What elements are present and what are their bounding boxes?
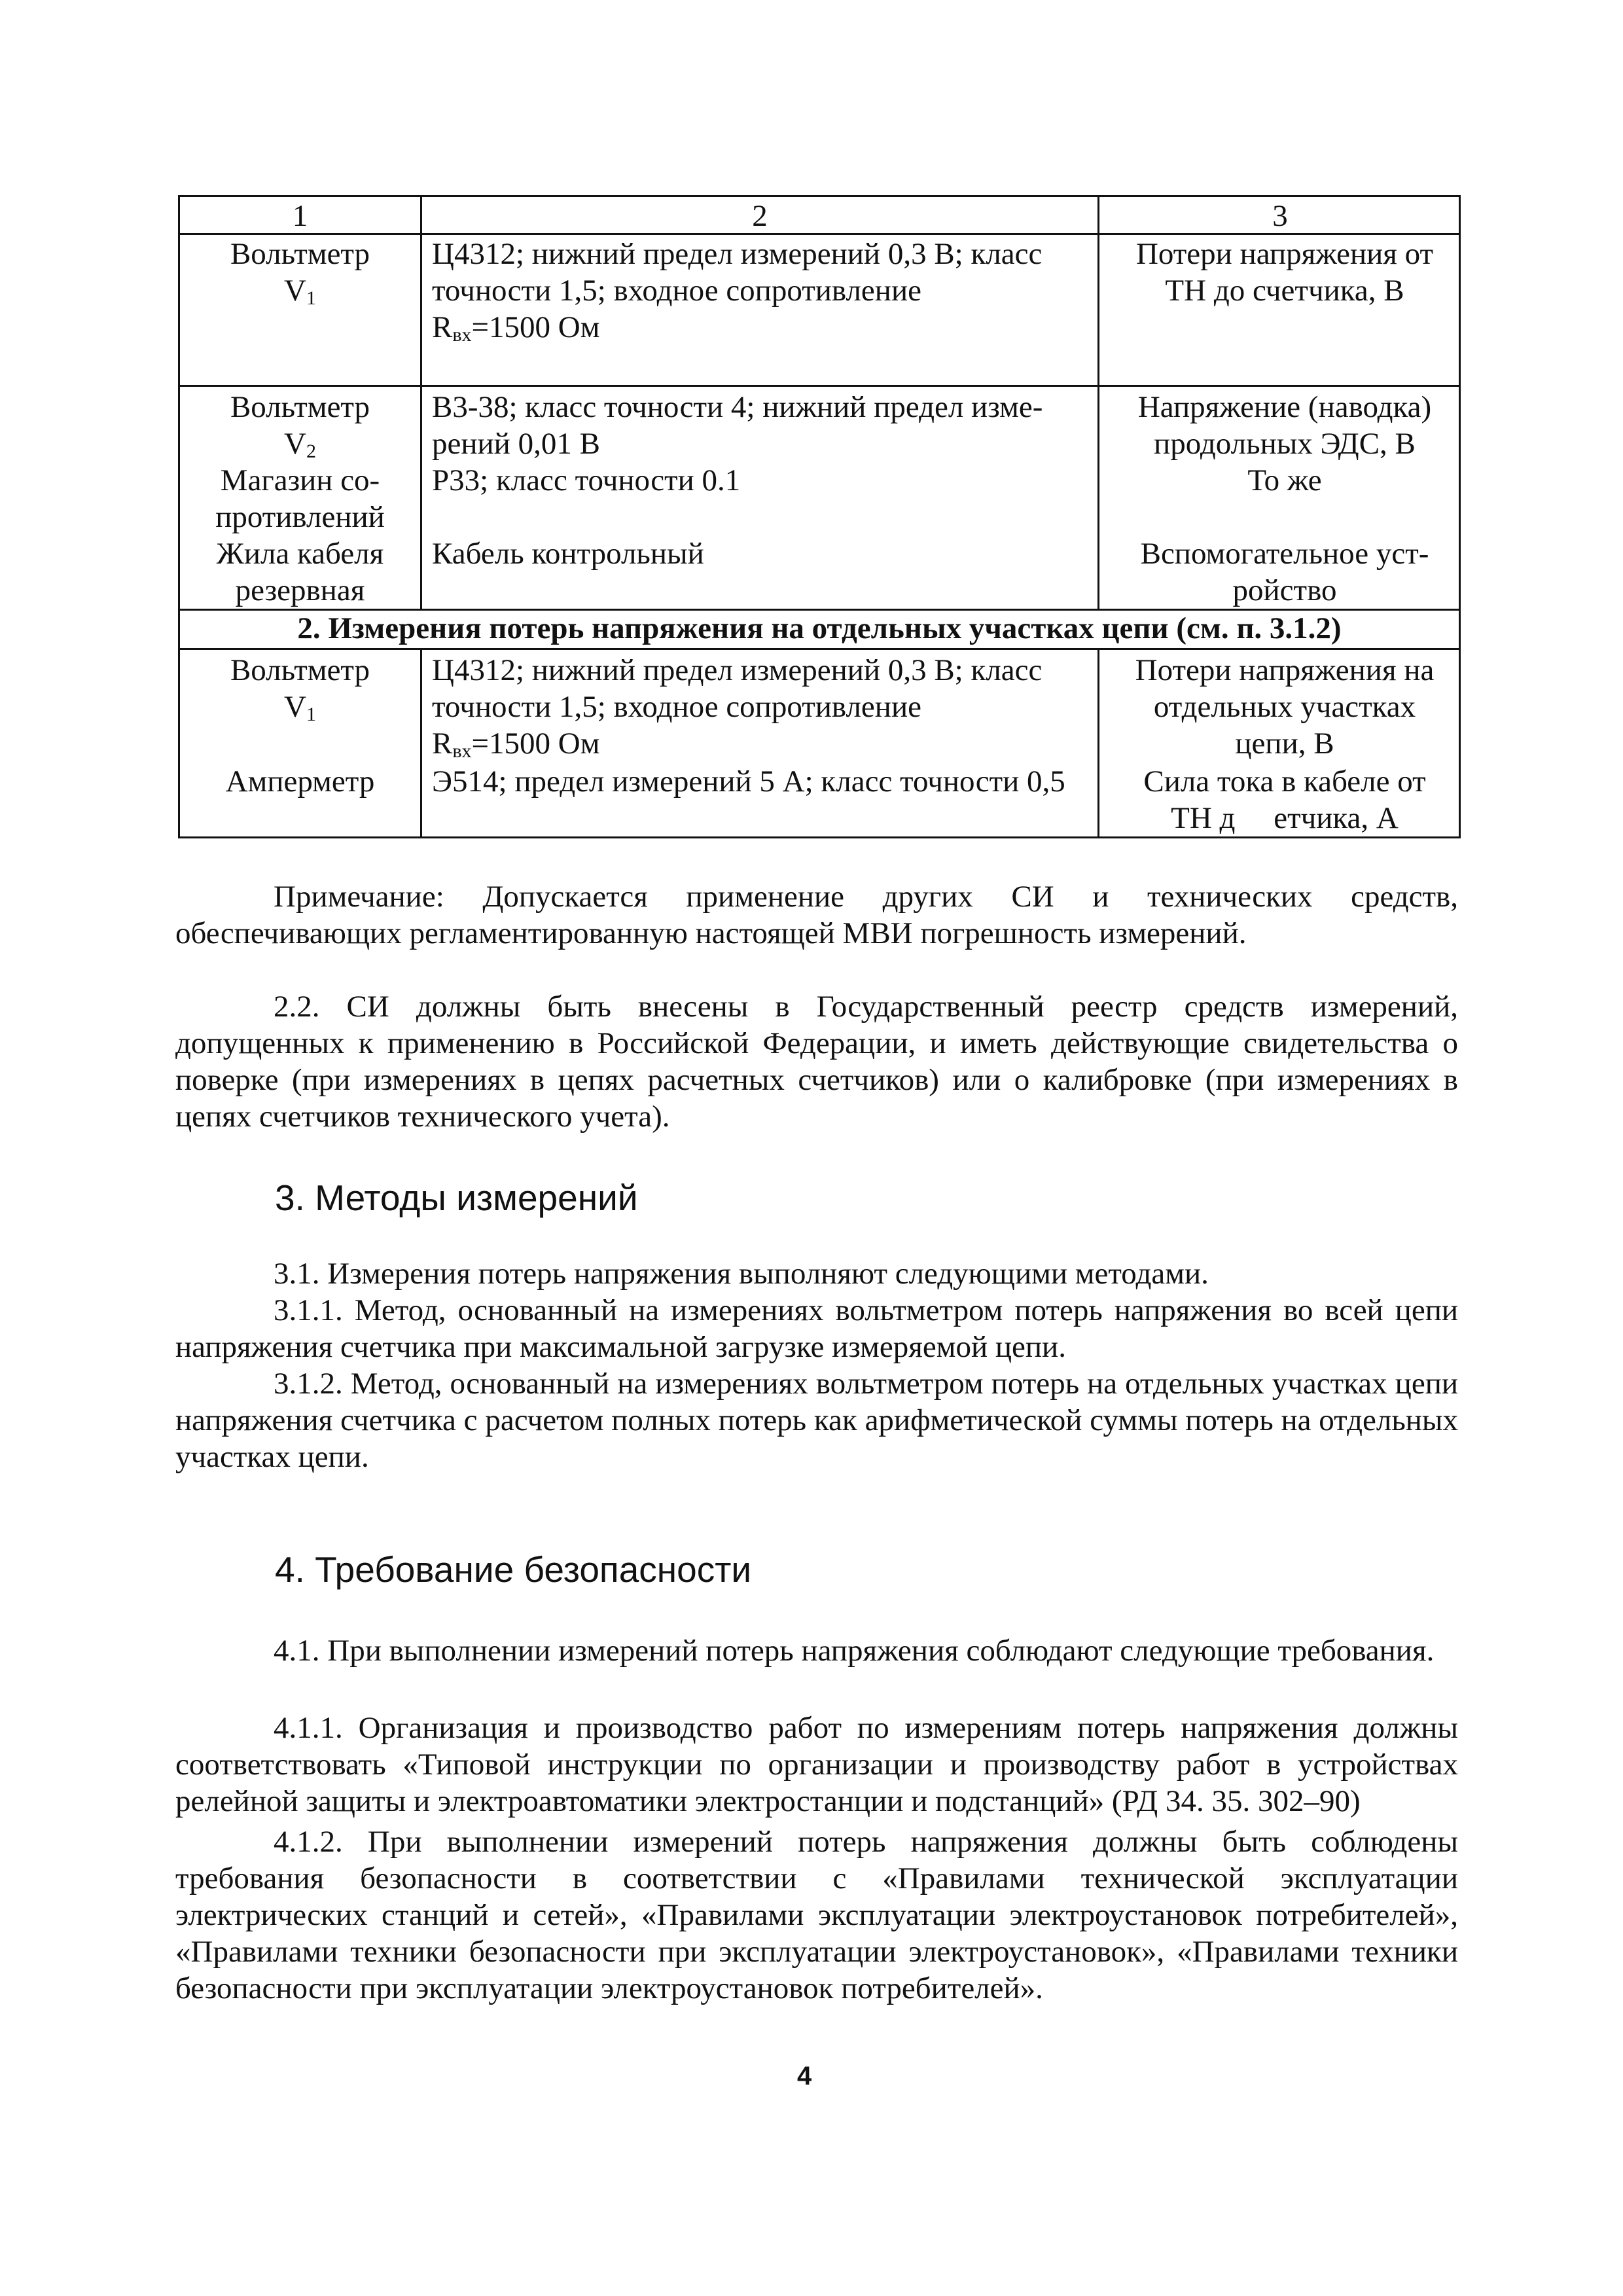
paragraph-4-1-1: 4.1.1. Организация и производство работ по измерениям потерь напряжения должны соответствовать «Типовой инструкции по организации и производству работ в устройствах релейной защиты и электроавтоматики электростанции и подстанций» (РД 34. 35. 302–90) [175,1711,1458,1818]
paragraph-3-1-2: 3.1.2. Метод, основанный на измерениях вольтметром потерь на отдельных участках цепи напряжения счетчика с расчетом полных потерь как арифметической суммы потерь на отдельных участках цепи. [175,1367,1458,1474]
row2-characteristics: В3-38; класс точности 4; нижний предел изме- рений 0,01 В [432,390,1043,461]
row3-characteristics: Р33; класс точности 0.1 [432,463,741,497]
col-header-1: 1 [292,199,308,233]
row6-characteristics: Э514; предел измерений 5 А; класс точности 0,5 [432,764,1065,798]
row4-instrument: Жила кабеля резервная [216,537,384,607]
row1-purpose: Потери напряжения от ТН до счетчика, В [1135,237,1434,308]
page-number: 4 [797,2062,812,2090]
col-header-3: 3 [1272,199,1288,233]
paragraph-3-1: 3.1. Измерения потерь напряжения выполняют следующими методами. [274,1257,1209,1291]
paragraph-4-1-2: 4.1.2. При выполнении измерений потерь напряжения должны быть соблюдены требования безопасности в соответствии с «Правилами технической эксплуатации электрических станций и сетей», «Правилами эксплуатации электроустановок потребителей», «Правилами техники безопасности при эксплуатации электроустановок», «Правилами техники безопасности при эксплуатации электроустановок потребителей». [175,1825,1458,2005]
paragraph-2-2: 2.2. СИ должны быть внесены в Государственный реестр средств измерений, допущенных к применению в Российской Федерации, и иметь действующие свидетельства о поверке (при измерениях в цепях расчетных счетчиков) или о калибровке (при измерениях в цепях счетчиков технического учета). [175,990,1458,1134]
row5-purpose: Потери напряжения на отдельных участках цепи, В [1135,653,1435,761]
table-section-2-title: 2. Измерения потерь напряжения на отдельных участках цепи (см. п. 3.1.2) [297,611,1342,645]
row1-instrument: Вольтметр $V_1$ [230,237,370,309]
col-header-2: 2 [752,199,768,233]
row4-purpose: Вспомогательное уст- ройство [1140,537,1429,607]
note-paragraph: Примечание: Допускается применение других СИ и технических средств, обеспечивающих регламентированную настоящей МВИ погрешность измерений. [175,880,1458,950]
row3-purpose: То же [1247,463,1322,497]
row6-instrument: Амперметр [225,764,375,798]
row1-characteristics: Ц4312; нижний предел измерений 0,3 В; класс точности 1,5; входное сопротивление $R_{вх}=1500$ Ом [432,237,1043,346]
paragraph-4-1: 4.1. При выполнении измерений потерь напряжения соблюдают следующие требования. [274,1634,1435,1668]
section-heading-3: 3. Методы измерений [275,1177,638,1218]
measurement-table [178,195,1461,839]
row2-purpose: Напряжение (наводка) продольных ЭДС, В [1137,390,1432,461]
row3-instrument: Магазин со- противлений [215,463,385,534]
row5-characteristics: Ц4312; нижний предел измерений 0,3 В; класс точности 1,5; входное сопротивление $R_{вх}=1500$ Ом [432,653,1043,762]
section-heading-4: 4. Требование безопасности [275,1549,752,1590]
paragraph-3-1-1: 3.1.1. Метод, основанный на измерениях вольтметром потерь напряжения во всей цепи напряжения счетчика при максимальной загрузке измеряемой цепи. [175,1293,1458,1364]
row5-instrument: Вольтметр $V_1$ [230,653,370,725]
row4-characteristics: Кабель контрольный [432,537,704,571]
row6-purpose: Сила тока в кабеле от ТН д етчика, А [1143,764,1426,835]
row2-instrument: Вольтметр $V_2$ [230,390,370,462]
